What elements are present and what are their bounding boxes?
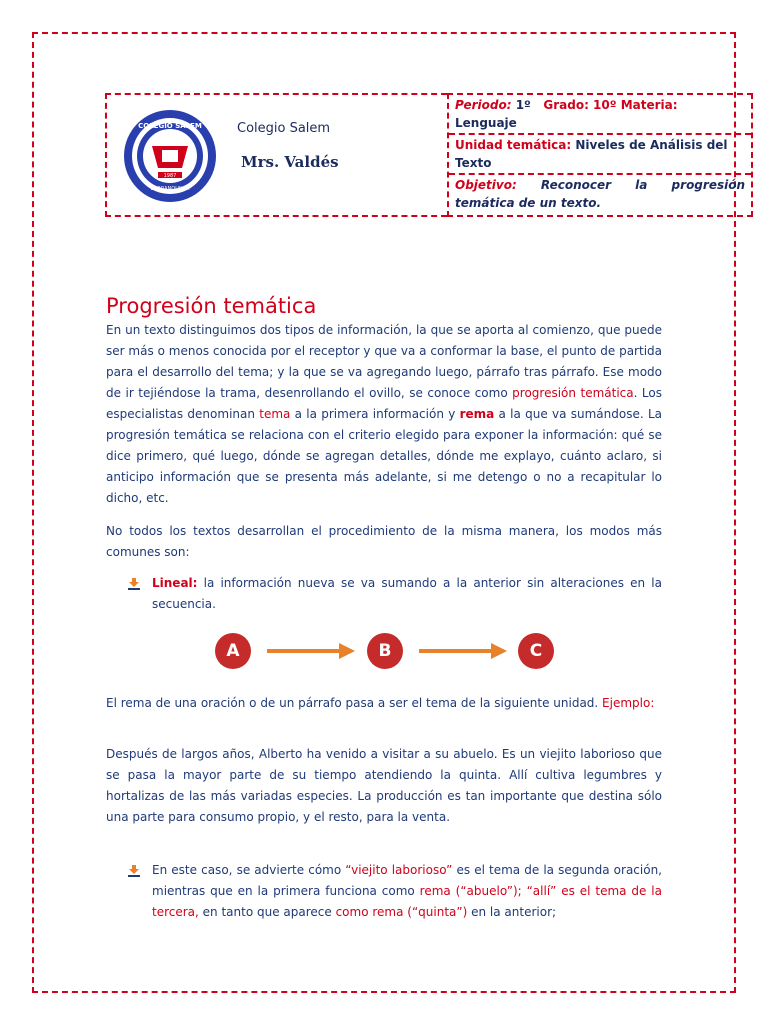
progression-diagram — [210, 626, 560, 676]
arrow-icon — [267, 640, 357, 662]
lineal-text: la información nueva se va sumando a la anterior sin alteraciones en la secuencia. — [152, 576, 662, 611]
term-rema: rema — [459, 407, 495, 421]
b2-text-f: como rema (“quinta”) — [335, 905, 468, 919]
paragraph-4-example: Después de largos años, Alberto ha venido a visitar a su abuelo. Es un viejito laborioso que se pasa la mayor parte de su tiempo atendiendo la quinta. Allí cultiva legumbres y hortalizas de las más variadas especies. La producción es tan importante que destina sólo una parte para consumo propio, y el resto, para la venta. — [106, 747, 662, 824]
objetivo-value: Reconocer la progresión temática de un texto. — [455, 178, 745, 210]
logo-year: 1987 — [163, 173, 177, 179]
node-a: A — [215, 633, 251, 669]
paragraph-3 — [106, 693, 662, 714]
paragraph-2: No todos los textos desarrollan el procedimiento de la misma manera, los modos más comunes son: — [106, 524, 662, 559]
periodo-label: Periodo: — [455, 98, 512, 112]
bullet-arrow-icon — [128, 578, 140, 590]
grado-label: Grado: — [543, 98, 589, 112]
header — [105, 93, 753, 217]
bullet-arrow-icon — [128, 865, 140, 877]
logo-top-text: COLEGIO SALEM — [138, 122, 202, 130]
node-b: B — [367, 633, 403, 669]
periodo-value: 1º — [511, 98, 531, 112]
arrow-icon — [419, 640, 509, 662]
b2-text-a: En este caso, se advierte cómo — [152, 863, 346, 877]
logo-bottom-text: BARRANQUILLA — [150, 186, 190, 192]
example-label: Ejemplo: — [602, 696, 655, 710]
objetivo-label: Objetivo: — [455, 178, 517, 192]
lineal-label: Lineal: — [152, 576, 198, 590]
page-title: Progresión temática — [106, 294, 317, 319]
p1-text-a: En un texto distinguimos dos tipos de información, la que se aporta al comienzo, que puede ser más o menos conocida por el receptor y que va a conformar la base, el punto de partida para el desarrollo del tema; y la que se va agregando luego, párrafo tras párrafo. Ese modo de ir tejiéndose la trama, desenrollando el ovillo, se conoce como — [106, 323, 662, 400]
school-name: Colegio Salem — [237, 121, 331, 136]
school-logo — [122, 108, 218, 204]
header-right-box — [447, 93, 753, 217]
bullet-lineal — [128, 573, 662, 615]
unidad-value: Niveles de Análisis del Texto — [455, 138, 728, 170]
grado-value: 10º — [588, 98, 617, 112]
materia-label: Materia: — [616, 98, 678, 112]
p1-text-c: . Los especialistas denominan — [106, 386, 662, 421]
p1-text-e: a la primera información y — [290, 407, 460, 421]
objetivo-cell — [449, 173, 751, 217]
periodo-cell — [449, 95, 751, 133]
unidad-label: Unidad temática: — [455, 138, 572, 152]
p1-text-g: a la que va sumándose. La progresión temática se relaciona con el criterio elegido para exponer la información: qué se dice primero, qué luego, dónde se agregan detalles, dónde me explayo, cuánto aclaro, si anticipo información que se presenta más adelante, si me detengo o no a recapitular lo dicho, etc. — [106, 407, 662, 505]
unidad-cell — [449, 133, 751, 171]
term-tema: tema — [259, 407, 291, 421]
b2-text-d: rema (“abuelo”); “allí” es el tema de la tercera, — [152, 884, 662, 919]
term-progresion-tematica: progresión temática — [512, 386, 634, 400]
b2-text-c: es el tema de la segunda oración, mientras que en la primera funciona como — [152, 863, 662, 898]
node-c: C — [518, 633, 554, 669]
bullet-analysis — [128, 860, 662, 923]
p3-text: El rema de una oración o de un párrafo pasa a ser el tema de la siguiente unidad. — [106, 696, 603, 710]
b2-text-g: en la anterior; — [467, 905, 557, 919]
header-left-box — [105, 93, 447, 217]
teacher-name: Mrs. Valdés — [241, 153, 339, 171]
b2-text-b: “viejito laborioso” — [345, 863, 453, 877]
materia-value: Lenguaje — [455, 116, 517, 130]
b2-text-e: en tanto que aparece — [198, 905, 336, 919]
paragraph-1 — [106, 320, 662, 509]
